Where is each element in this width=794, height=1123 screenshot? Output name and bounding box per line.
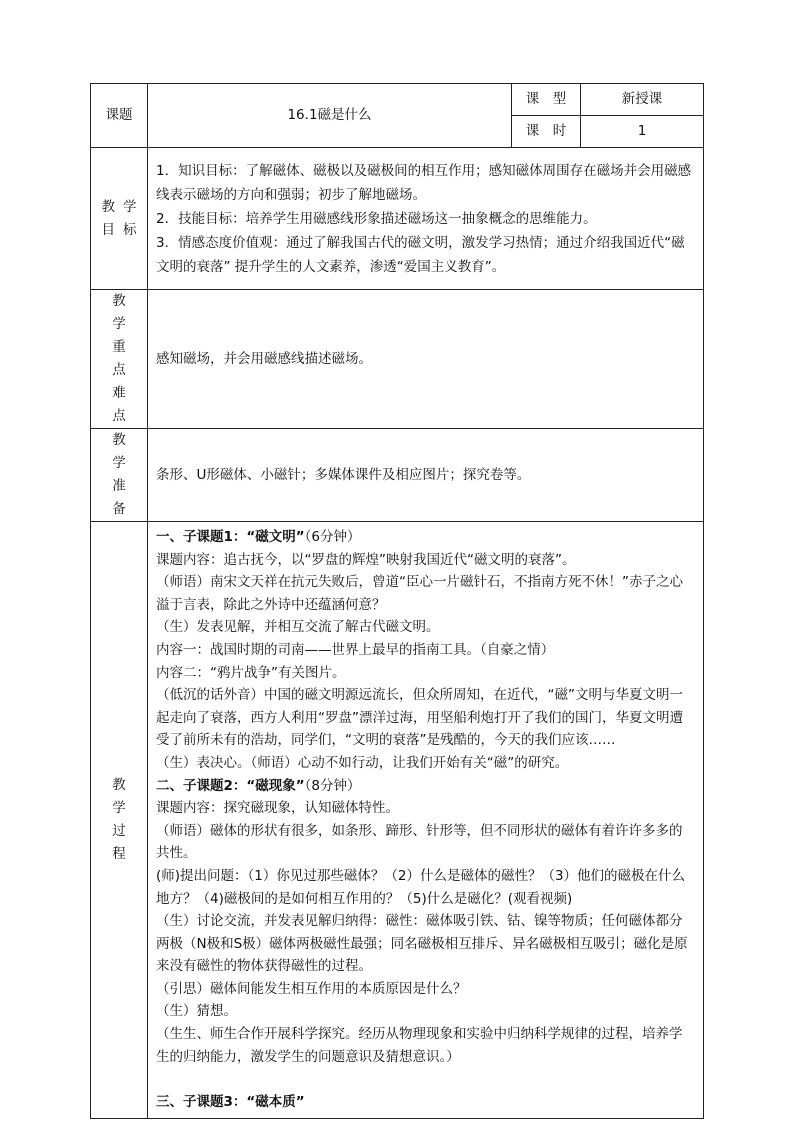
section1-title: 一、子课题1：“磁文明”: [156, 529, 305, 545]
lesson-hours-value: 1: [581, 116, 704, 148]
topic-label: 课题: [91, 84, 148, 148]
goal-skill: 2．技能目标：培养学生用磁感线形象描述磁场这一抽象概念的思维能力。: [156, 210, 597, 227]
prep-label: [91, 429, 148, 522]
prep-label-line2: 准 备: [112, 478, 134, 517]
section2-line: （生生、师生合作开展科学探究。经历从物理现象和实验中归纳科学规律的过程，培养学生的归纳能力，激发学生的问题意识及猜想意识。）: [156, 1026, 683, 1065]
goal-attitude: 3．情感态度价值观：通过了解我国古代的磁文明，激发学习热情；通过介绍我国近代“磁文明的衰落” 提升学生的人文素养，渗透“爱国主义教育”。: [156, 234, 685, 275]
section2-line: 课题内容：探究磁现象，认知磁体特性。: [156, 800, 399, 817]
process-content: [148, 522, 704, 1119]
section1-heading: [156, 526, 695, 549]
goals-label-line2: 目标: [101, 221, 145, 238]
goals-label: [91, 148, 148, 290]
lesson-plan-table: [90, 83, 704, 1119]
topic-value: 16.1磁是什么: [148, 84, 512, 148]
section1-line: （低沉的话外音）中国的磁文明源远流长，但众所周知，在近代，“磁”文明与华夏文明一起走向了衰落，西方人利用“罗盘”漂洋过海，用坚船利炮打开了我们的国门，华夏文明遭受了前所未有的浩劫，同学们，“文明的衰落”是残酷的，今天的我们应该……: [156, 687, 683, 749]
section2-line: （引思）磁体间能发生相互作用的本质原因是什么？: [156, 980, 467, 997]
prep-label-line1: 教 学: [112, 432, 134, 471]
section1-line: 内容二：“鸦片战争”有关图片。: [156, 664, 346, 681]
lesson-hours-label: 课 时: [512, 116, 581, 148]
section1-line: （生）表决心。（师语）心动不如行动，让我们开始有关“磁”的研究。: [156, 754, 569, 771]
section2-line: （生）讨论交流，并发表见解归纳得：磁性：磁体吸引铁、钴、镍等物质；任何磁体都分两极（N极和S极）磁体两极磁性最强；同名磁极相互排斥、异名磁极相互吸引；磁化是原来没有磁性的物体获得磁性的过程。: [156, 913, 688, 975]
lesson-type-value: 新授课: [581, 84, 704, 116]
process-label: [91, 522, 148, 1119]
section2-title: 二、子课题2：“磁现象”: [156, 777, 305, 794]
blank-line: [156, 1068, 695, 1091]
process-label-char4: 程: [112, 845, 126, 862]
key-points-text: 感知磁场，并会用磁感线描述磁场。: [148, 290, 704, 429]
goals-label-line1: 教学: [101, 198, 145, 215]
process-label-char3: 过: [112, 822, 126, 839]
section1-time: （6分钟）: [304, 529, 361, 545]
section2-heading: [156, 775, 695, 798]
process-label-char1: 教: [112, 776, 126, 793]
process-label-char2: 学: [112, 799, 126, 816]
section1-line: （生）发表见解，并相互交流了解古代磁文明。: [156, 619, 440, 636]
key-points-label-line1: 教 学: [112, 293, 134, 332]
prep-text: 条形、U形磁体、小磁针；多媒体课件及相应图片；探究卷等。: [148, 429, 704, 522]
section2-line: （生）猜想。: [156, 1003, 237, 1020]
section1-line: （师语）南宋文天祥在抗元失败后，曾道“臣心一片磁针石，不指南方死不休！”赤子之心溢于言表，除此之外诗中还蕴涵何意？: [156, 574, 683, 613]
key-points-label: [91, 290, 148, 429]
section3-title: 三、子课题3：“磁本质”: [156, 1094, 305, 1111]
section3-heading: [156, 1091, 695, 1114]
section2-line: （师语）磁体的形状有很多，如条形、蹄形、针形等，但不同形状的磁体有着许许多多的共性。: [156, 822, 683, 862]
goals-content: [148, 148, 704, 290]
key-points-label-line2: 重 点: [112, 339, 134, 378]
goal-knowledge: 1．知识目标：了解磁体、磁极以及磁极间的相互作用；感知磁体周围存在磁场并会用磁感线表示磁场的方向和强弱；初步了解地磁场。: [156, 162, 692, 203]
section2-line: (师)提出问题：（1）你见过那些磁体？（2）什么是磁体的磁性？（3）他们的磁极在什么地方？（4)磁极间的是如何相互作用的？（5)什么是磁化？(观看视频): [156, 867, 686, 907]
section1-line: 内容一：战国时期的司南——世界上最早的指南工具。（自豪之情）: [156, 641, 555, 658]
key-points-label-line3: 难 点: [112, 385, 134, 424]
lesson-type-label: 课 型: [512, 84, 581, 116]
section2-time: （8分钟）: [304, 777, 361, 794]
section1-line: 课题内容：追古抚今，以“罗盘的辉煌”映射我国近代“磁文明的衰落”。: [156, 551, 576, 568]
